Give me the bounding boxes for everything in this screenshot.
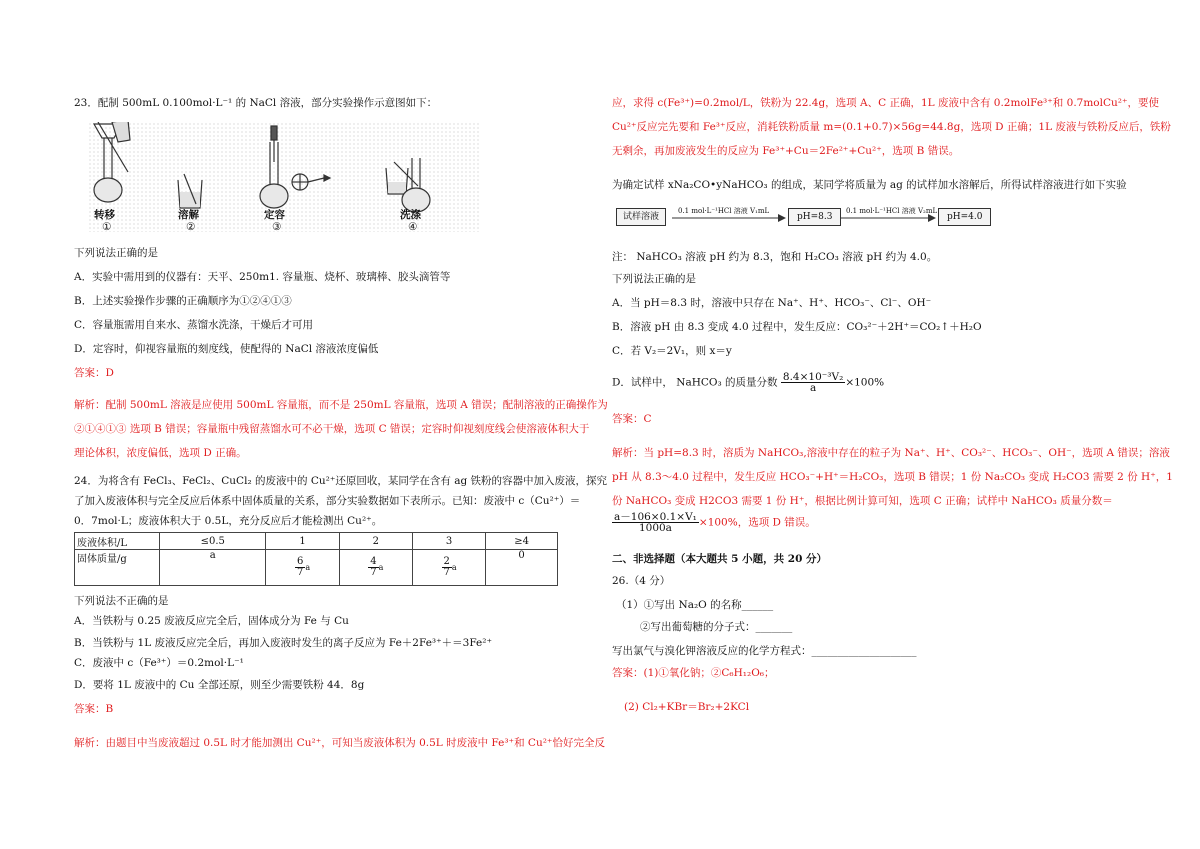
section-2-heading: 二、非选择题（本大题共 5 小题，共 20 分） [612, 553, 828, 565]
q25-option-d: D．试样中， NaHCO₃ 的质量分数 $\frac{\text{8.4×10⁻³V₂}}{a}$ ×100% [612, 371, 885, 394]
flow-box-sample: 试样溶液 [616, 208, 666, 226]
fraction: $\frac{\text{a－106×0.1×V₁}}{1000a}$ [614, 511, 697, 534]
q24-stem-2: 了加入废液体积与完全反应后体系中固体质量的关系，部分实验数据如下表所示。已知：废液中 c（Cu²⁺）＝ [74, 495, 581, 507]
q26-line-3: 写出氯气与溴化钾溶液反应的化学方程式：____________________ [612, 645, 917, 657]
table-cell: 3 [412, 533, 485, 550]
table-cell: 固体质量/g [75, 550, 160, 586]
q24-analysis-cont-1: 应，求得 c(Fe³⁺)=0.2mol/L，铁粉为 22.4g，选项 A、C 正确，1L 废液中含有 0.2molFe³⁺和 0.7molCu²⁺，要使 [612, 97, 1160, 109]
q25-option-b: B．溶液 pH 由 8.3 变成 4.0 过程中，发生反应：CO₃²⁻＋2H⁺＝CO₂↑＋H₂O [612, 321, 982, 333]
q24-data-table [74, 532, 558, 586]
fraction: $\frac{\text{8.4×10⁻³V₂}}{a}$ [782, 371, 844, 394]
q26-line-1: （1）①写出 Na₂O 的名称______ [616, 599, 774, 611]
q25-analysis-formula: $\frac{\text{a－106×0.1×V₁}}{1000a}$ ×100%，选项 D 错误。 [614, 511, 816, 534]
q25-analysis-1: 解析：当 pH=8.3 时，溶质为 NaHCO₃,溶液中存在的粒子为 Na⁺、H⁺、CO₃²⁻、HCO₃⁻、OH⁻，选项 A 错误；溶液 [612, 447, 1170, 459]
q23-apparatus-figure [88, 122, 480, 232]
q23-prompt: 下列说法正确的是 [74, 247, 158, 259]
table-cell: 1 [266, 533, 339, 550]
q25-option-a: A．当 pH＝8.3 时，溶液中只存在 Na⁺、H⁺、HCO₃⁻、Cl⁻、OH⁻ [612, 297, 932, 309]
table-cell: 0 [486, 550, 558, 586]
figure-label-3: 定容 [264, 209, 285, 221]
q24-option-a: A．当铁粉与 0.25 废液反应完全后，固体成分为 Fe 与 Cu [74, 615, 349, 627]
fraction: $\frac{4}{7}$ [370, 556, 377, 578]
constant-volume-illustration [260, 126, 330, 208]
washing-illustration [386, 158, 430, 212]
q25-stem: 为确定试样 xNa₂CO•yNaHCO₃ 的组成，某同学将质量为 ag 的试样加水溶解后，所得试样溶液进行如下实验 [612, 179, 1127, 191]
q24-stem-1: 24．为将含有 FeCl₃、FeCl₂、CuCl₂ 的废液中的 Cu²⁺还原回收，某同学在含有 ag 铁粉的容器中加入废液，探究 [74, 475, 608, 487]
q23-option-b: B．上述实验操作步骤的正确顺序为①②④①③ [74, 295, 292, 307]
q25-analysis-3: 份 NaHCO₃ 变成 H2CO3 需要 1 份 H⁺，根据比例计算可知，选项 C 正确；试样中 NaHCO₃ 质量分数＝ [612, 495, 1113, 507]
figure-label-4: 洗涤 [400, 209, 421, 221]
q23-analysis-3: 理论体积，浓度偏低，选项 D 正确。 [74, 447, 247, 459]
fraction: $\frac{6}{7}$ [297, 556, 304, 578]
figure-num-4: ④ [408, 221, 418, 233]
q24-answer: 答案：B [74, 703, 114, 715]
q25-prompt: 下列说法正确的是 [612, 273, 696, 285]
flow-box-ph40: pH=4.0 [938, 208, 991, 226]
figure-num-2: ② [186, 221, 196, 233]
q25-option-c: C．若 V₂＝2V₁，则 x＝y [612, 345, 732, 357]
q24-analysis-cont-3: 无剩余，再加废液发生的反应为 Fe³⁺+Cu＝2Fe²⁺+Cu²⁺，选项 B 错误。 [612, 145, 960, 157]
q23-option-c: C．容量瓶需用自来水、蒸馏水洗涤，干燥后才可用 [74, 319, 314, 331]
figure-num-3: ③ [272, 221, 282, 233]
table-cell: 废液体积/L [75, 533, 160, 550]
table-cell: $\frac{6}{7}$ a [266, 550, 339, 586]
q24-analysis: 解析：由题目中当废液超过 0.5L 时才能加测出 Cu²⁺，可知当废液体积为 0.5L 时废液中 Fe³⁺和 Cu²⁺恰好完全反 [74, 737, 605, 749]
q23-stem: 23．配制 500mL 0.100mol·L⁻¹ 的 NaCl 溶液，部分实验操作示意图如下： [74, 97, 438, 109]
q25-flow-diagram [612, 202, 983, 232]
q25-analysis-2: pH 从 8.3～4.0 过程中，发生反应 HCO₃⁻+H⁺＝H₂CO₃，选项 B 错误；1 份 Na₂CO₃ 变成 H₂CO3 需要 2 份 H⁺，1 [612, 471, 1173, 483]
q23-answer: 答案：D [74, 367, 114, 379]
q24-prompt: 下列说法不正确的是 [74, 595, 169, 607]
figure-num-1: ① [102, 221, 112, 233]
q26-answer-1: 答案：(1)①氧化钠；②C₆H₁₂O₆； [612, 667, 775, 679]
q23-option-a: A．实验中需用到的仪器有：天平、250m1. 容量瓶、烧杯、玻璃棒、胶头滴管等 [74, 271, 451, 283]
q23-option-d: D．定容时，仰视容量瓶的刻度线，使配得的 NaCl 溶液浓度偏低 [74, 343, 379, 355]
q26-line-2: ②写出葡萄糖的分子式：_______ [640, 621, 793, 633]
q24-analysis-cont-2: Cu²⁺反应完先要和 Fe³⁺反应，消耗铁粉质量 m=(0.1+0.7)×56g=44.8g，选项 D 正确；1L 废液与铁粉反应后，铁粉 [612, 121, 1171, 133]
flow-arrow-label-1: 0.1 mol·L⁻¹HCl 溶液 V₁mL [678, 207, 770, 215]
table-cell: $\frac{2}{7}$ a [412, 550, 485, 586]
q24-option-c: C．废液中 c（Fe³⁺）＝0.2mol·L⁻¹ [74, 657, 244, 669]
transfer-illustration [94, 122, 130, 202]
q25-answer: 答案：C [612, 413, 652, 425]
table-cell: 2 [339, 533, 412, 550]
flow-arrow-2 [840, 214, 936, 222]
q26-answer-2: (2) Cl₂+KBr＝Br₂+2KCl [624, 701, 750, 713]
q23-analysis-1: 解析：配制 500mL 溶液是应使用 500mL 容量瓶，而不是 250mL 容量瓶，选项 A 错误；配制溶液的正确操作为 [74, 399, 608, 411]
fraction: $\frac{2}{7}$ [443, 556, 450, 578]
table-row [75, 533, 558, 550]
figure-label-2: 溶解 [178, 209, 199, 221]
table-row [75, 550, 558, 586]
table-cell: a [160, 550, 266, 586]
table-cell: ≥4 [486, 533, 558, 550]
figure-label-1: 转移 [94, 209, 115, 221]
q26-head: 26.（4 分） [612, 575, 671, 587]
q24-option-b: B．当铁粉与 1L 废液反应完全后，再加入废液时发生的离子反应为 Fe＋2Fe³⁺＋＝3Fe²⁺ [74, 637, 493, 649]
flow-box-ph83: pH=8.3 [788, 208, 841, 226]
flow-arrow-1 [672, 214, 786, 222]
table-cell: $\frac{4}{7}$ a [339, 550, 412, 586]
q24-option-d: D．要将 1L 废液中的 Cu 全部还原，则至少需要铁粉 44．8g [74, 679, 365, 691]
dissolve-illustration [178, 174, 202, 208]
q23-analysis-2: ②①④①③ 选项 B 错误；容量瓶中残留蒸馏水可不必干燥，选项 C 错误；定容时仰视刻度线会使溶液体积大于 [74, 423, 590, 435]
q24-stem-3: 0．7mol·L；废液体积大于 0.5L，充分反应后才能检测出 Cu²⁺。 [74, 515, 383, 527]
flow-arrow-label-2: 0.1 mol·L⁻¹HCl 溶液 V₂mL [846, 207, 938, 215]
q25-note: 注： NaHCO₃ 溶液 pH 约为 8.3，饱和 H₂CO₃ 溶液 pH 约为 4.0。 [612, 251, 938, 263]
table-cell: ≤0.5 [160, 533, 266, 550]
